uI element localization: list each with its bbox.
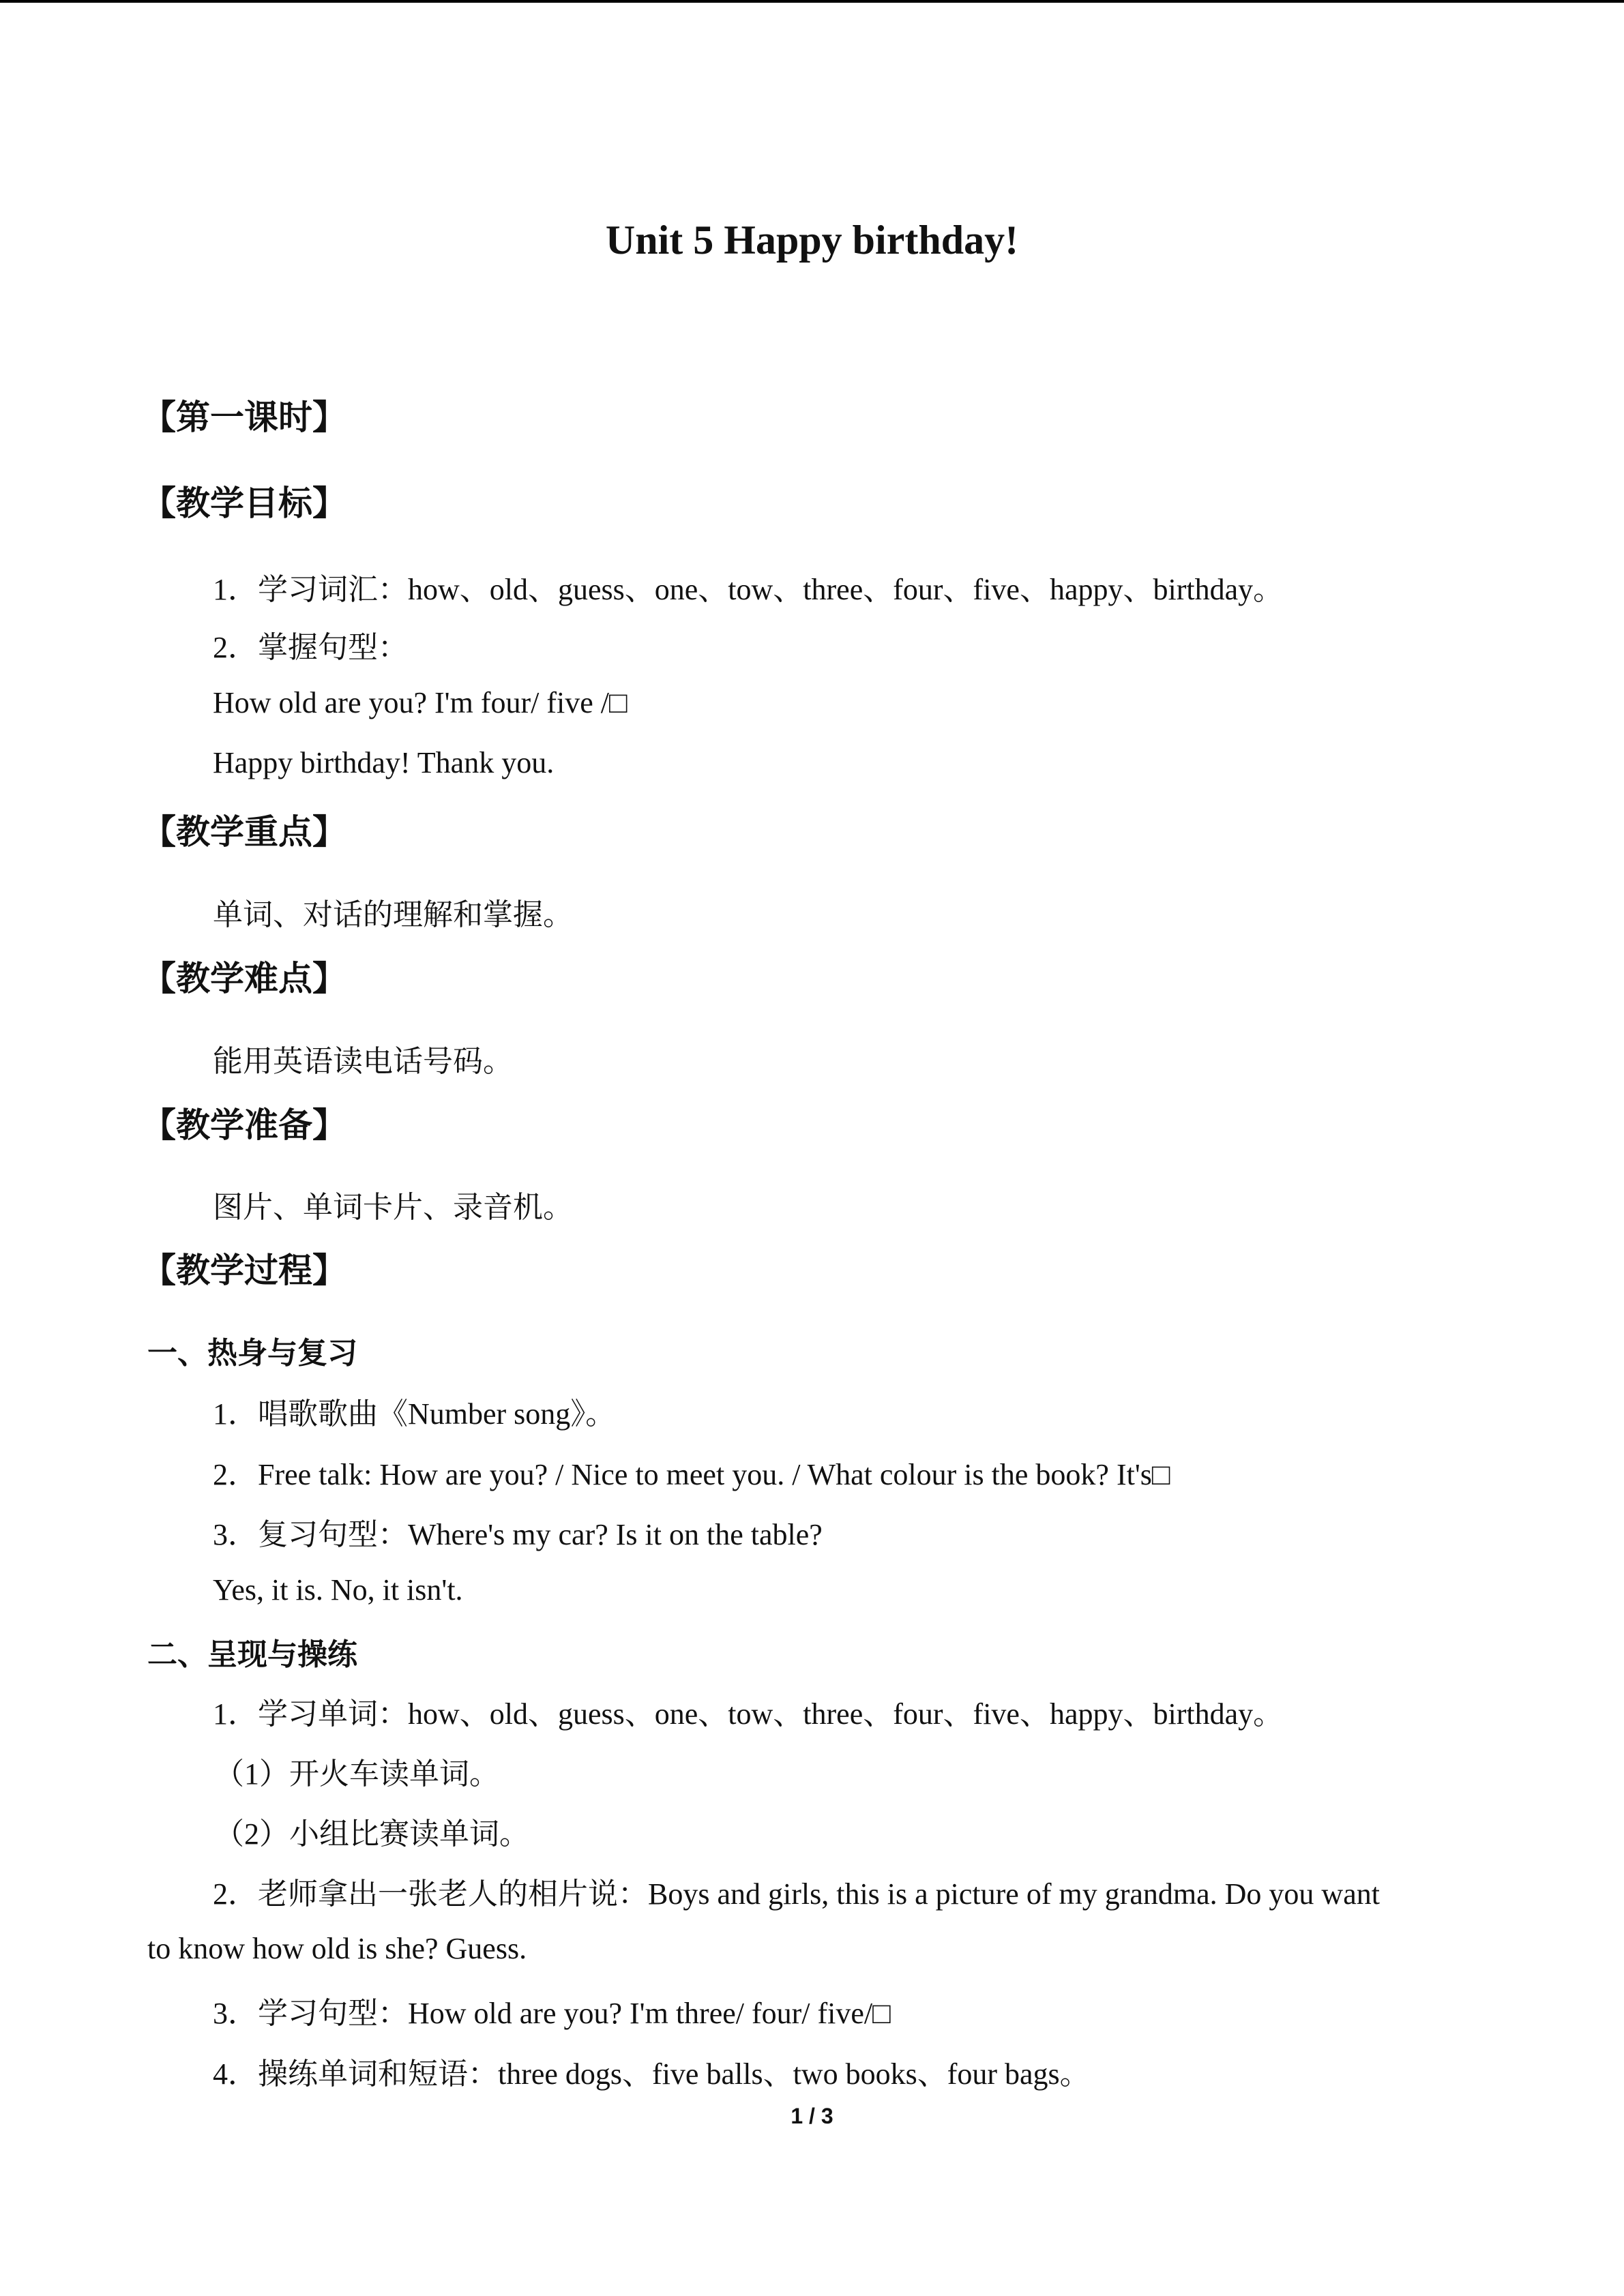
top-border-line xyxy=(0,0,1624,3)
process-part2-heading: 二、呈现与操练 xyxy=(147,1637,357,1672)
difficulties-text: 能用英语读电话号码。 xyxy=(213,1045,513,1078)
section-process: 【教学过程】 xyxy=(142,1251,346,1290)
document-title: Unit 5 Happy birthday! xyxy=(605,218,1019,263)
page-number: 1 / 3 xyxy=(791,2104,833,2128)
process-part2-step2-line2: to know how old is she? Guess. xyxy=(147,1932,527,1965)
process-part1-step1: 1．唱歌歌曲《Number song》。 xyxy=(213,1397,616,1431)
section-difficulties: 【教学难点】 xyxy=(142,959,346,998)
process-part2-step3: 3．学习句型：How old are you? I'm three/ four/ five/□ xyxy=(213,1997,891,2030)
process-part2-step4: 4．操练单词和短语：three dogs、five balls、two books、four bags。 xyxy=(213,2057,1090,2091)
section-objectives: 【教学目标】 xyxy=(142,483,346,523)
process-part2-step1: 1．学习单词：how、old、guess、one、tow、three、four、five、happy、birthday。 xyxy=(213,1697,1284,1731)
process-part1-step2: 2．Free talk: How are you? / Nice to meet you. / What colour is the book? It's□ xyxy=(213,1458,1170,1491)
section-lesson: 【第一课时】 xyxy=(142,398,346,437)
process-part1-step3: 3．复习句型：Where's my car? Is it on the table? xyxy=(213,1518,823,1551)
key-points-text: 单词、对话的理解和掌握。 xyxy=(213,898,573,931)
section-key-points: 【教学重点】 xyxy=(142,812,346,852)
process-part2-step1-a: （1）开火车读单词。 xyxy=(214,1757,499,1791)
process-part2-step2-line1: 2．老师拿出一张老人的相片说：Boys and girls, this is a picture of my grandma. Do you want xyxy=(213,1877,1380,1911)
process-part2-step1-b: （2）小组比赛读单词。 xyxy=(214,1817,529,1851)
objective-item-2: 2．掌握句型： xyxy=(213,631,408,664)
process-part1-step3-answer: Yes, it is. No, it isn't. xyxy=(213,1573,463,1607)
process-part1-heading: 一、热身与复习 xyxy=(147,1336,357,1371)
section-preparation: 【教学准备】 xyxy=(142,1105,346,1145)
objective-sentence-1: How old are you? I'm four/ five /□ xyxy=(213,686,628,719)
preparation-text: 图片、单词卡片、录音机。 xyxy=(213,1191,573,1224)
objective-sentence-2: Happy birthday! Thank you. xyxy=(213,746,555,779)
objective-item-1: 1．学习词汇：how、old、guess、one、tow、three、four、five、happy、birthday。 xyxy=(213,573,1284,606)
